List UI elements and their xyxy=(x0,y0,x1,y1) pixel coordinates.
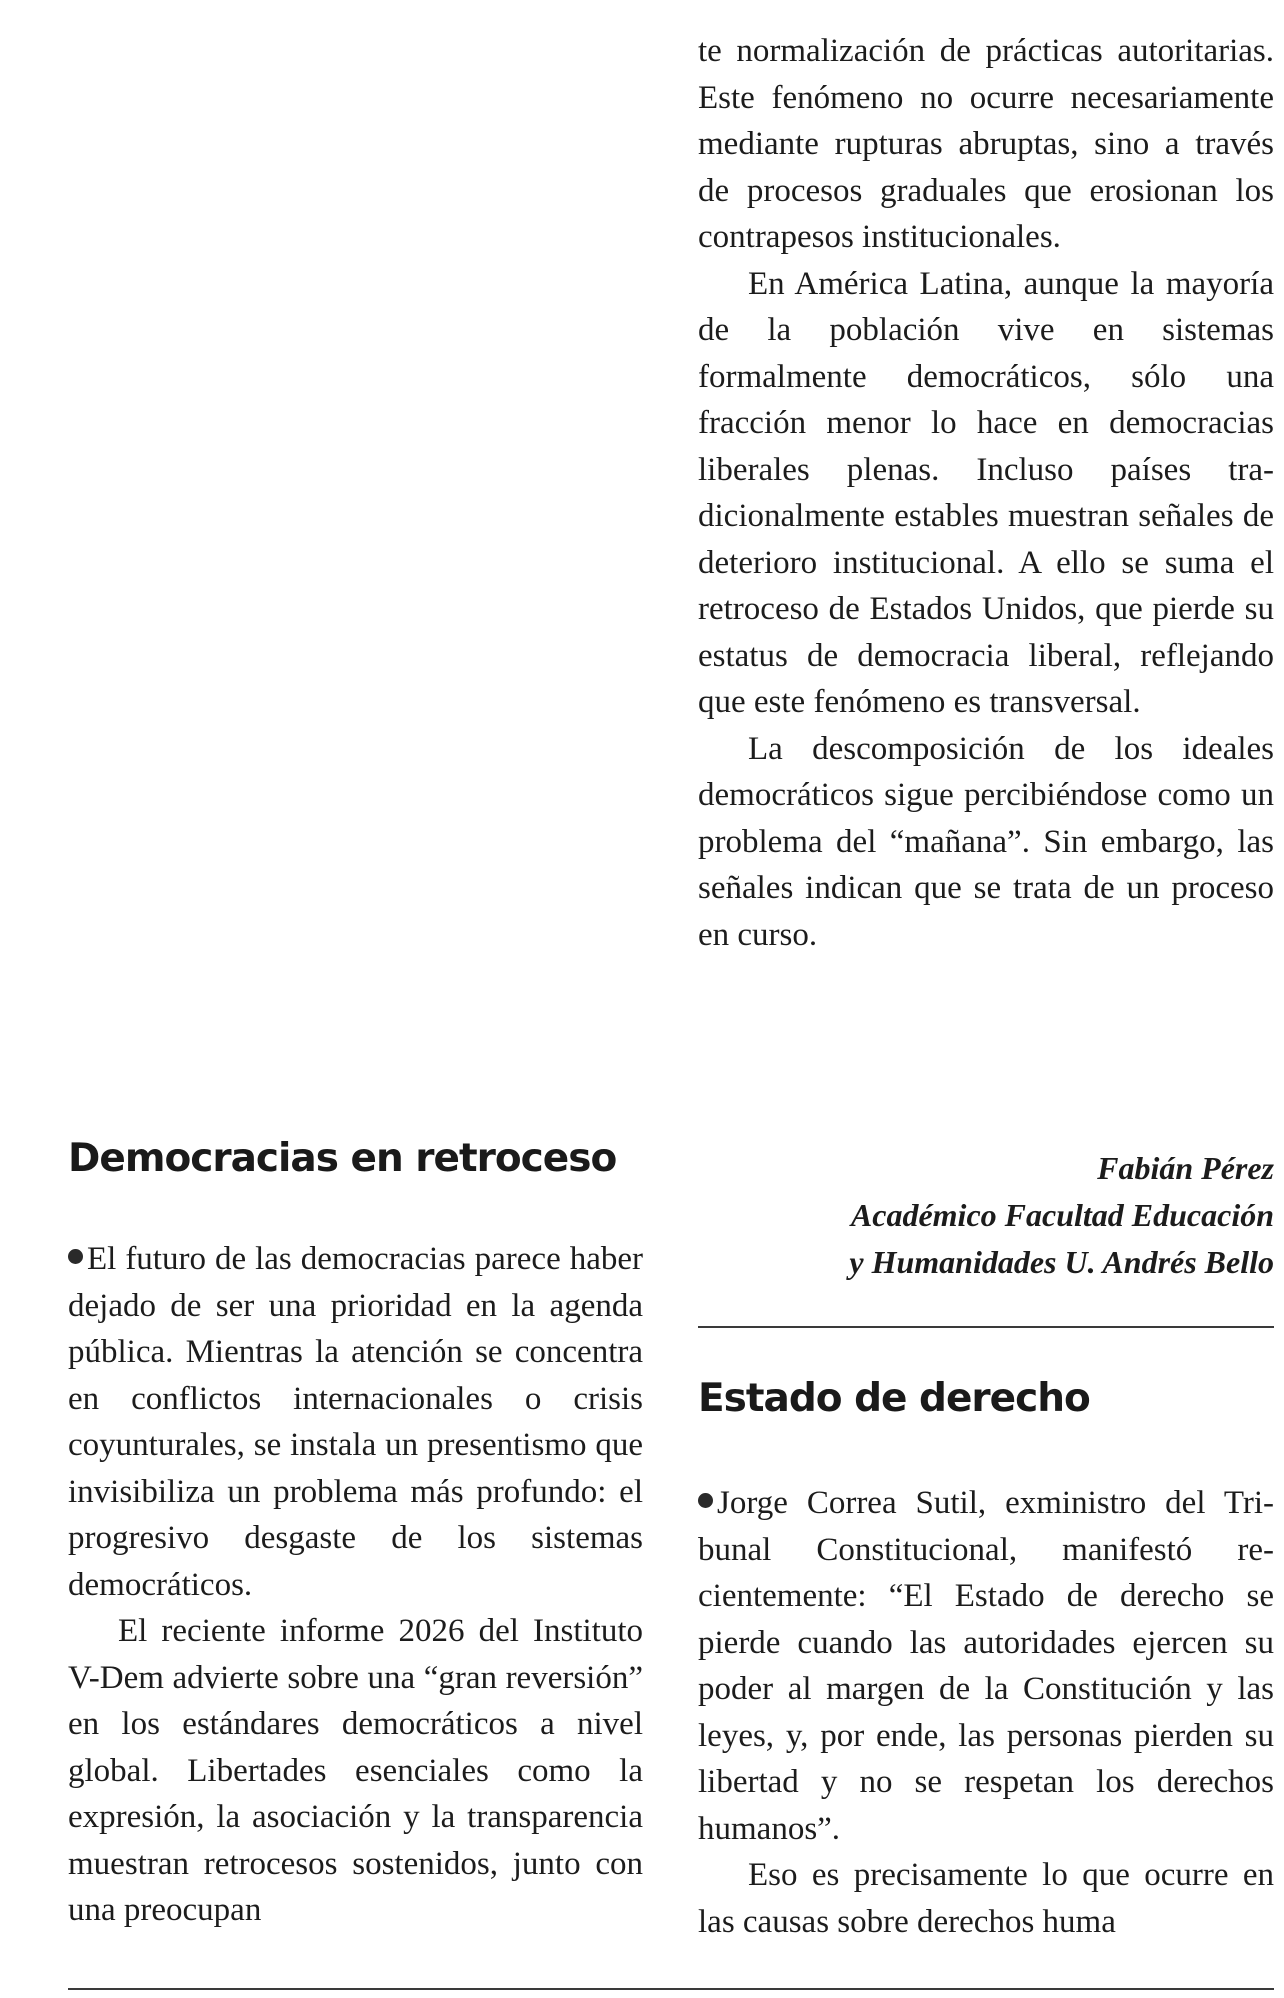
letter-paragraph: El reciente informe 2026 del Instituto V-Dem advierte sobre una “gran reversión” en los estándares democráticos a nivel global. Libertades esenciales como la expresión, la asociación y la transparencia muestran retrocesos sostenidos, junto con una preocupan xyxy=(68,1613,643,1928)
letter-heading-democracias: Democracias en retroceso xyxy=(68,1136,617,1181)
signature-title: Académico Facultad Educación xyxy=(850,1197,1274,1233)
bottom-rule xyxy=(68,1988,1274,1990)
letter-signature xyxy=(849,1145,1274,1286)
letter-body-estado xyxy=(698,1480,1274,1945)
letter-paragraph: El futuro de las democracias parece haber dejado de ser una prioridad en la agenda pública. Mientras la atención se concentra en conflictos internacionales o crisis coyunturales, se instala un presentismo que invisibiliza un problema más profundo: el progresivo desgaste de los sistemas democráticos. xyxy=(68,1241,643,1603)
signature-name: Fabián Pérez xyxy=(1097,1150,1274,1186)
divider-rule xyxy=(698,1326,1274,1328)
letter-paragraph: te normalización de prácticas autoritarias. Este fenómeno no ocurre necesariamente mediante rupturas abruptas, sino a través de procesos graduales que erosionan los contrapesos institucionales. xyxy=(698,33,1274,255)
letter-paragraph: En América Latina, aunque la mayoría de la población vive en sistemas formalmente democráticos, sólo una fracción menor lo hace en democracias liberales plenas. Incluso países tradicionalmente estables muestran señales de deterioro institucional. A ello se suma el retroceso de Estados Unidos, que pierde su estatus de democracia liberal, reflejando que este fenómeno es transversal. xyxy=(698,265,1274,720)
letter-body-democracias xyxy=(68,1236,643,1934)
letter-paragraph: Jorge Correa Sutil, exministro del Tribunal Constitucional, manifestó recientemente: “El Estado de derecho se pierde cuando las autoridades ejercen su poder al margen de la Constitución y las leyes, y, por ende, las personas pierden su libertad y no se respetan los derechos humanos”. xyxy=(698,1485,1274,1847)
right-column xyxy=(698,0,1274,1998)
letter-heading-estado: Estado de derecho xyxy=(698,1376,1090,1421)
signature-affiliation: y Humanidades U. Andrés Bello xyxy=(849,1244,1274,1280)
letter-paragraph: Eso es precisamente lo que ocurre en las causas sobre derechos huma xyxy=(698,1857,1274,1940)
letter-paragraph: La descomposición de los ideales democráticos sigue percibiéndose como un problema del “mañana”. Sin embargo, las señales indican que se trata de un proceso en curso. xyxy=(698,730,1274,953)
bullet-icon xyxy=(68,1249,83,1264)
letter-body-continuation xyxy=(698,28,1274,958)
bullet-icon xyxy=(698,1493,713,1508)
left-column xyxy=(68,0,643,1998)
